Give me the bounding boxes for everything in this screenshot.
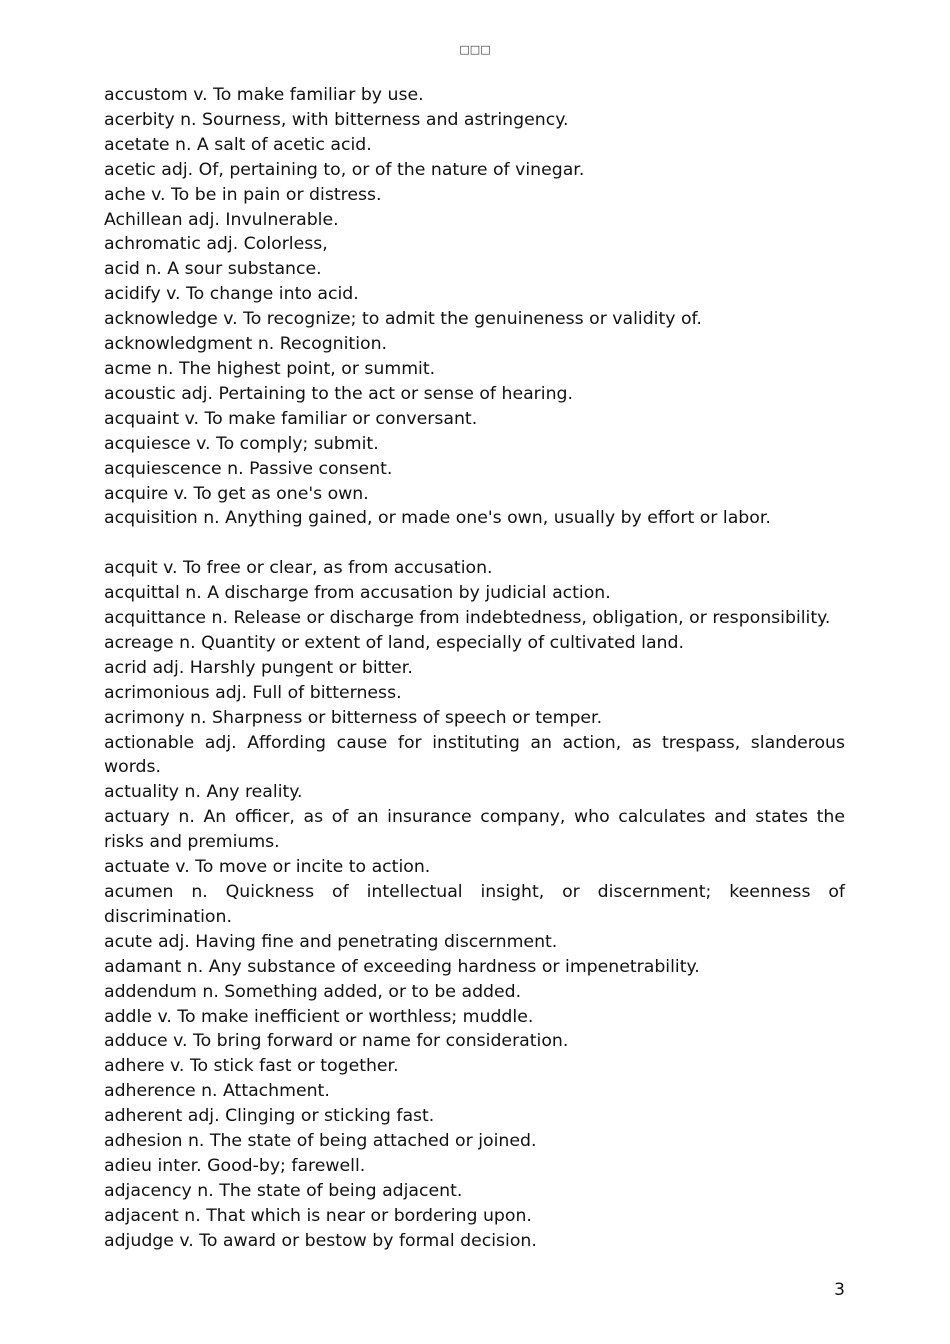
- list-item: acetic adj. Of, pertaining to, or of the nature of vinegar.: [104, 159, 585, 180]
- list-item: acquaint v. To make familiar or conversant.: [104, 408, 478, 429]
- list-item: addendum n. Something added, or to be added.: [104, 981, 522, 1002]
- list-item: adamant n. Any substance of exceeding hardness or impenetrability.: [104, 956, 700, 977]
- list-item: actionable adj. Affording cause for instituting an action, as trespass, slanderous words.: [104, 732, 845, 778]
- list-item: ache v. To be in pain or distress.: [104, 184, 382, 205]
- list-item: adherent adj. Clinging or sticking fast.: [104, 1106, 435, 1127]
- list-item: addle v. To make inefficient or worthless; muddle.: [104, 1006, 534, 1027]
- list-item: achromatic adj. Colorless,: [104, 234, 328, 255]
- list-item: acquittance n. Release or discharge from indebtedness, obligation, or responsibility.: [104, 608, 831, 629]
- list-item: acerbity n. Sourness, with bitterness and astringency.: [104, 109, 569, 130]
- list-item: acknowledge v. To recognize; to admit the genuineness or validity of.: [104, 309, 702, 330]
- list-item: acquire v. To get as one's own.: [104, 483, 369, 504]
- list-item: adduce v. To bring forward or name for consideration.: [104, 1031, 569, 1052]
- list-item: acrimony n. Sharpness or bitterness of speech or temper.: [104, 707, 603, 728]
- list-item: acidify v. To change into acid.: [104, 284, 359, 305]
- list-item: acrimonious adj. Full of bitterness.: [104, 682, 402, 703]
- entry-list: [104, 83, 845, 1254]
- list-item: adjudge v. To award or bestow by formal decision.: [104, 1230, 537, 1251]
- list-item: Achillean adj. Invulnerable.: [104, 209, 339, 230]
- list-item: acreage n. Quantity or extent of land, especially of cultivated land.: [104, 632, 684, 653]
- list-item: actuate v. To move or incite to action.: [104, 857, 431, 878]
- list-item: acid n. A sour substance.: [104, 259, 322, 280]
- list-item: acquit v. To free or clear, as from accusation.: [104, 558, 493, 579]
- list-item: adjacent n. That which is near or bordering upon.: [104, 1205, 532, 1226]
- list-item: acoustic adj. Pertaining to the act or sense of hearing.: [104, 383, 574, 404]
- list-item: adieu inter. Good-by; farewell.: [104, 1155, 366, 1176]
- list-item: adhere v. To stick fast or together.: [104, 1056, 399, 1077]
- list-item: acetate n. A salt of acetic acid.: [104, 134, 372, 155]
- list-item: acme n. The highest point, or summit.: [104, 358, 436, 379]
- list-item: actuality n. Any reality.: [104, 782, 303, 803]
- list-item: actuary n. An officer, as of an insurance company, who calculates and states the risks and premiums.: [104, 807, 845, 853]
- page-number: 3: [834, 1280, 845, 1300]
- page-header: □□□: [459, 43, 491, 56]
- list-item: adjacency n. The state of being adjacent.: [104, 1180, 463, 1201]
- list-item: acute adj. Having fine and penetrating discernment.: [104, 931, 558, 952]
- list-item: acknowledgment n. Recognition.: [104, 334, 388, 355]
- list-item: acquiesce v. To comply; submit.: [104, 433, 379, 454]
- list-item: acumen n. Quickness of intellectual insight, or discernment; keenness of discrimination.: [104, 881, 845, 927]
- list-item: accustom v. To make familiar by use.: [104, 85, 424, 105]
- list-item: acrid adj. Harshly pungent or bitter.: [104, 657, 413, 678]
- list-item: acquittal n. A discharge from accusation by judicial action.: [104, 583, 611, 604]
- list-item: acquisition n. Anything gained, or made one's own, usually by effort or labor.: [104, 508, 771, 529]
- list-item: acquiescence n. Passive consent.: [104, 458, 393, 479]
- list-item: adhesion n. The state of being attached or joined.: [104, 1131, 537, 1152]
- list-item: adherence n. Attachment.: [104, 1081, 330, 1102]
